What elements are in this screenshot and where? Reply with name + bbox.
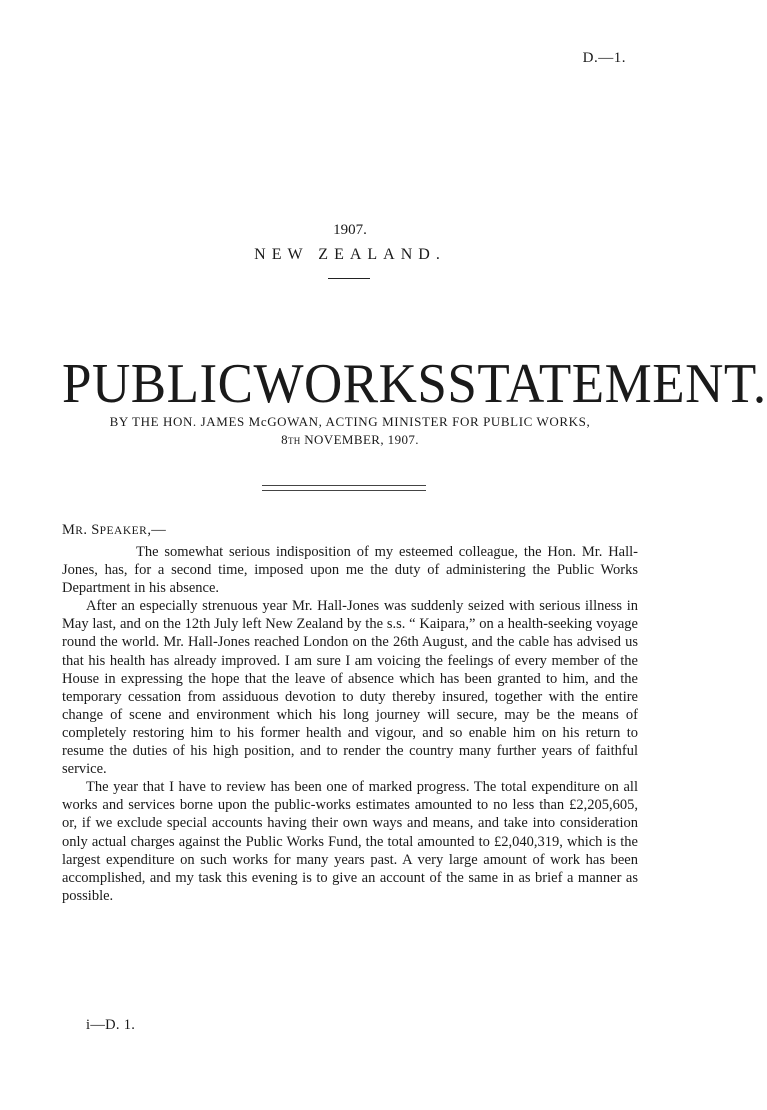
salutation-part: . [83,522,92,538]
byline: BY THE HON. JAMES McGOWAN, ACTING MINISTER FOR PUBLIC WORKS, [109,414,591,429]
salutation [62,522,166,539]
salutation-part: R [75,525,84,537]
title-word-public: PUBLIC [62,353,254,415]
salutation-part: ,— [147,522,167,538]
document-year: 1907. [333,222,367,238]
title-word-works: WORKS [253,353,448,415]
short-divider [328,278,370,279]
salutation-part: M [62,522,76,538]
salutation-part: PEAKER [99,525,148,537]
paragraph: The year that I have to review has been one of marked progress. The total expenditure on all works and services borne upon the public-works estimates amounted to no less than £2,205,605, or, if we exclude special accounts having their own ways and means, and take into consideration only actual charges against the Public Works Fund, the total amounted to £2,040,319, which is the largest expenditure on such works for many years past. A very large amount of work has been accomplished, and my task this evening is to give an account of the same in as brief a manner as possible. [62,779,638,904]
page-signature: i—D. 1. [86,1017,136,1033]
body-text [62,543,638,905]
main-title [62,353,767,415]
country-heading: NEW ZEALAND. [254,246,446,263]
double-divider [262,485,426,491]
paragraph: The somewhat serious indisposition of my esteemed colleague, the Hon. Mr. Hall-Jones, has, for a second time, imposed upon me the duty of administering the Public Works Department in his absence. [62,544,638,597]
paragraph: After an especially strenuous year Mr. Hall-Jones was suddenly seized with serious illness in May last, and on the 12th July left New Zealand by the s.s. “ Kaipara,” on a health-seeking voyage round the world. Mr. Hall-Jones reached London on the 26th August, and the cable has advised us that his health has already improved. I am sure I am voicing the feelings of every member of the House in expressing the hope that the leave of absence which has been granted to him, and the temporary cessation from assiduous devotion to duty thereby insured, together with the entire change of scene and environment which his long journey will secure, may be the means of completely restoring him to his former health and vigour, and so enable him on his return to resume the duties of his high position, and to render the country many further years of faithful service. [62,598,638,778]
date-suffix: TH [287,436,301,446]
title-word-statement: STATEMENT. [447,353,767,415]
date-line [0,432,700,448]
document-reference: D.—1. [582,50,626,66]
date-rest: NOVEMBER, 1907. [300,432,419,447]
salutation-part: S [91,522,100,538]
date-day: 8 [281,432,288,447]
